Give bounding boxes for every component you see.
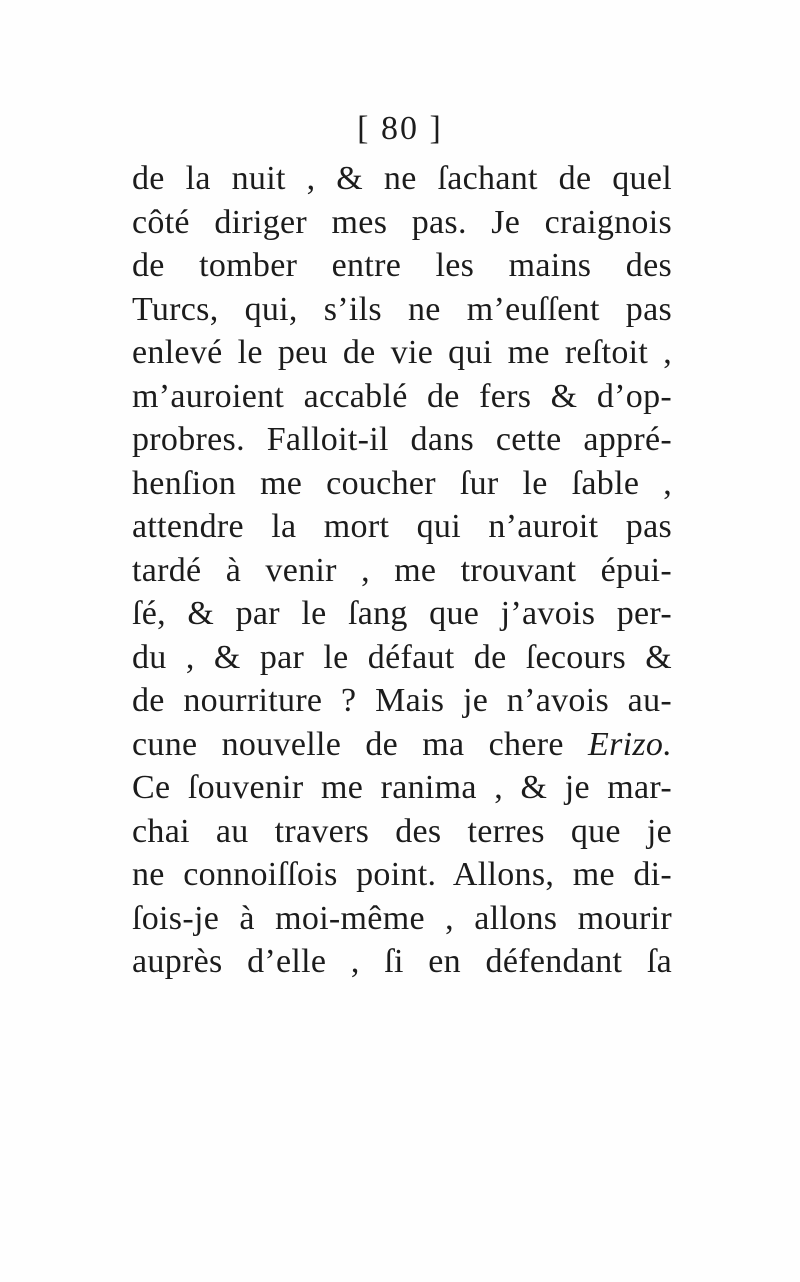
text-line: du , & par le défaut de ſecours & [132, 638, 672, 676]
text-line: enlevé le peu de vie qui me reſtoit , [132, 334, 672, 371]
text-line: henſion me coucher ſur le ſable , [132, 464, 672, 502]
text-line: m’auroient accablé de fers & d’op- [132, 377, 672, 415]
text-line: Turcs, qui, s’ils ne m’euſſent pas [132, 290, 672, 328]
text-line: ſois-je à moi-même , allons mourir [132, 899, 672, 937]
line-text: cune nouvelle de ma chere [132, 725, 564, 763]
text-line: de la nuit , & ne ſachant de quel [132, 160, 672, 197]
text-line: de nourriture ? Mais je n’avois au- [132, 682, 672, 719]
text-line: ſé, & par le ſang que j’avois per- [132, 595, 672, 632]
page-number: [ 80 ] [357, 110, 443, 147]
text-line: tardé à venir , me trouvant épui- [132, 551, 672, 589]
body-text [132, 157, 672, 984]
italic-name: Erizo. [588, 725, 672, 763]
text-line: de tomber entre les mains des [132, 247, 672, 284]
text-line: probres. Falloit-il dans cette appré- [132, 421, 672, 458]
text-line: Ce ſouvenir me ranima , & je mar- [132, 769, 672, 806]
text-line-with-name [132, 723, 672, 767]
text-line: auprès d’elle , ſi en défendant ſa [132, 943, 672, 980]
text-line: côté diriger mes pas. Je craignois [132, 203, 672, 241]
text-line: ne connoiſſois point. Allons, me di- [132, 856, 672, 893]
text-line: attendre la mort qui n’auroit pas [132, 508, 672, 545]
text-line: chai au travers des terres que je [132, 812, 672, 850]
